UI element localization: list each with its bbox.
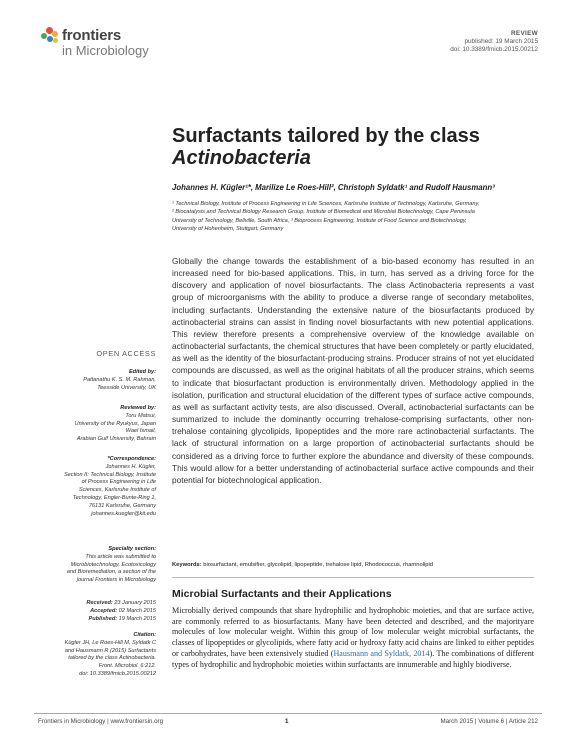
footer-issue: March 2015 | Volume 6 | Article 212 (440, 718, 538, 725)
correspondence-block (30, 456, 156, 518)
affiliation-line: University of Hohenheim, Stuttgart, Germany (172, 226, 284, 233)
affiliation-line: ¹ Technical Biology, Institute of Process Engineering in Life Sciences, Karlsruhe Institute of Technology, Karlsruhe, Germany, (172, 201, 480, 207)
published-date: published: 19 March 2015 (464, 38, 538, 45)
correspondence-email[interactable]: johannes.kuegler@kit.edu (91, 510, 156, 517)
correspondence-line: Section II: Technical Biology, Institute (63, 471, 156, 478)
accepted-date: Accepted: 02 March 2015 (90, 607, 156, 614)
affiliation-line: University of Technology, Bellville, South Africa, ³ Bioprocess Engineering, Institute of Food Science and Biotechnology, (172, 217, 467, 224)
edited-by-heading: Edited by: (128, 369, 156, 375)
doi[interactable]: doi: 10.3389/fmicb.2015.00212 (450, 46, 538, 53)
citation-line: tailored by the class Actinobacteria. (68, 655, 156, 662)
dates-block (30, 600, 156, 623)
editor-affiliation: Teesside University, UK (97, 384, 156, 391)
journal-logo (40, 27, 170, 67)
keywords-label: Keywords: (172, 562, 202, 568)
reviewer-name: Toru Matsui, (125, 412, 156, 419)
specialty-line: journal Frontiers in Microbiology (76, 577, 156, 584)
keywords-text: biosurfactant, emulsifier, glycolipid, lipopeptide, trehalose lipid, Rhodococcus, rhamnolipid (203, 562, 434, 568)
article-meta (450, 30, 538, 54)
section-heading: Microbial Surfactants and their Applications (172, 588, 392, 600)
abstract: Globally the change towards the establishment of a bio-based economy has resulted in an increased need for bio-based applications. This, in turn, has served as a driving force for the discovery and application of novel biosurfactants. The class Actinobacteria represents a vast group of microorganisms with the ability to produce a diverse range of secondary metabolites, including surfactants. Understanding the extensive nature of the biosurfactants produced by actinobacterial strains can assist in finding novel biosurfactants with new potential applications. This review therefore presents a comprehensive overview of the knowledge available on actinobacterial surfactants, the chemical structures that have been completely or partly elucidated, as well as the identity of the biosurfactant-producing strains. Producer strains of not yet elucidated compounds are discussed, as well as the original habitats of all the producer strains, which seems to indicate that biosurfactant production is environmentally driven. Methodology applied in the isolation, purification and structural elucidation of the different types of surface active compounds, as well as surfactant activity tests, are also discussed. Overall, actinobacterial surfactants can be summarized to include the dominantly occurring trehalose-comprising surfactants, other non-trehalose containing glycolipids, lipopeptides and the more rare actinobacterial surfactants. The lack of structural information on a large proportion of actinobacterial surfactants should be considered as a driving force to further explore the abundance and diversity of these compounds. This would allow for a better understanding of actinobacterial surface active compounds and their potential for biotechnological application. (172, 256, 534, 485)
section-body: Microbially derived compounds that share hydrophilic and hydrophobic moieties, and that are surface active, are commonly referred to as biosurfactants. Many have been detected and described, and the majorityare molecules of low molecular weight. Within this group of low molecular weight microbial surfactants, the classes of lipopeptides or glycolipids, where fatty acid or hydroxy fatty acid chains are linked to either peptides or carbohydrates, have been extensively studied (Hausmann and Syldatk, 2014). The combinations of different types of hydrophilic and hydrophobic moieties within surfactants are innumerable and highly biodiverse. (172, 606, 534, 669)
logo-wordmark: frontiers (62, 27, 122, 44)
editor-name: Pattanathu K. S. M. Rahman, (83, 376, 156, 383)
citation-line: and Hausmann R (2015) Surfactants (64, 647, 156, 654)
citation-doi[interactable]: doi: 10.3389/fmicb.2015.00212 (79, 670, 156, 677)
correspondence-line: 76131 Karlsruhe, Germany (88, 502, 156, 509)
citation-line: Front. Microbiol. 6:212. (98, 663, 156, 670)
correspondence-line: Technology, Engler-Bunte-Ring 1, (72, 494, 156, 501)
correspondence-line: Johannes H. Kügler, (105, 463, 156, 470)
reviewed-by-block (30, 405, 156, 444)
citation-block (30, 632, 156, 679)
correspondence-line: of Process Engineering in Life (81, 479, 156, 486)
author-list: Johannes H. Kügler¹*, Marilize Le Roes-Hill², Christoph Syldatk¹ and Rudolf Hausmann³ (172, 183, 495, 192)
footer-journal[interactable]: Frontiers in Microbiology | www.frontiersin.org (38, 718, 164, 725)
page-number: 1 (285, 718, 289, 725)
open-access-label: OPEN ACCESS (96, 349, 156, 358)
citation-link[interactable]: Hausmann and Syldatk, 2014 (333, 648, 430, 658)
reviewer-name: Wael Ismail, (125, 428, 156, 435)
article-type: REVIEW (510, 30, 538, 37)
journal-name: in Microbiology (62, 43, 149, 58)
footer-divider (34, 713, 542, 714)
specialty-line: Microbiotechnology, Ecotoxicology (70, 561, 156, 568)
citation-heading: Citation: (133, 632, 156, 638)
specialty-section-block (30, 546, 156, 585)
title-line-1: Surfactants tailored by the class (172, 125, 480, 147)
reviewer-affiliation: University of the Ryukyus, Japan (74, 420, 156, 427)
title-line-2: Actinobacteria (172, 147, 311, 169)
citation-line: Kügler JH, Le Roes-Hill M, Syldatk C (64, 639, 156, 646)
reviewer-affiliation: Arabian Gulf University, Bahrain (76, 436, 156, 443)
reviewed-by-heading: Reviewed by: (120, 405, 156, 411)
correspondence-line: Sciences, Karlsruhe Institute of (78, 487, 156, 494)
affiliations (172, 200, 532, 234)
keywords (172, 562, 534, 568)
specialty-line: This article was submitted to (85, 553, 156, 560)
article-title (172, 125, 532, 169)
published-date-side: Published: 19 March 2015 (88, 615, 156, 622)
received-date: Received: 23 January 2015 (86, 600, 156, 606)
divider (172, 577, 534, 578)
edited-by-block (30, 369, 156, 392)
specialty-line: and Bioremediation, a section of the (66, 569, 156, 576)
specialty-heading: Specialty section: (108, 546, 156, 552)
frontiers-logo-icon (40, 27, 60, 47)
affiliation-line: ² Biocatalysis and Technical Biology Research Group, Institute of Biomedical and Microbial Biotechnology, Cape Peninsula (172, 209, 475, 216)
correspondence-heading: *Correspondence: (107, 456, 156, 462)
